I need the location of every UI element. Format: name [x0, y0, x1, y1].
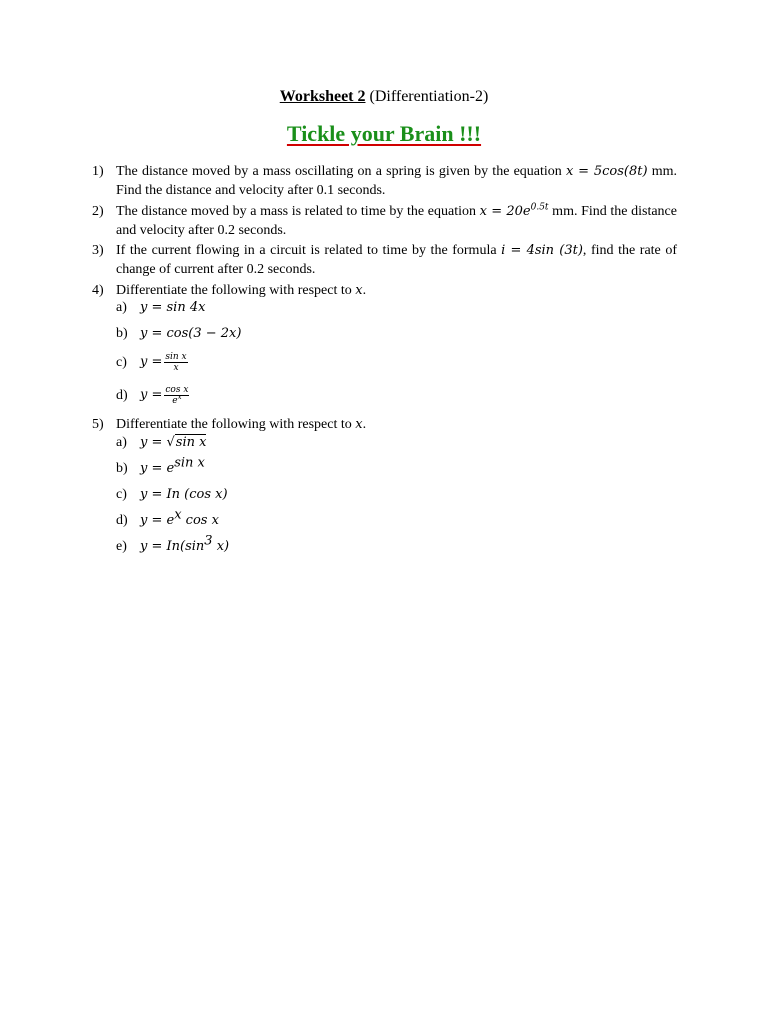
q5-item-e — [116, 533, 230, 556]
item-label: a) — [116, 435, 127, 450]
worksheet-title — [0, 88, 768, 106]
q4-item-d — [116, 385, 189, 406]
question-3 — [92, 241, 677, 279]
item-label: e) — [116, 539, 127, 554]
item-label: b) — [116, 461, 128, 476]
item-label: a) — [116, 300, 127, 315]
question-4 — [92, 281, 677, 300]
fraction-denominator: x — [173, 363, 179, 373]
question-number: 2) — [92, 204, 104, 219]
equation: x = 5cos(8t) — [565, 164, 648, 179]
fraction-denominator — [172, 393, 182, 406]
equation: y = cos(3 − 2x) — [140, 326, 242, 341]
fraction — [164, 385, 189, 406]
question-text-part: The distance moved by a mass is related to time by the equation — [116, 204, 480, 219]
equation-exponent: 3 — [204, 533, 213, 549]
item-label: c) — [116, 487, 127, 502]
question-text — [116, 415, 677, 434]
fraction-numerator: cos x — [165, 385, 189, 395]
equation — [480, 204, 549, 219]
fraction — [164, 352, 187, 373]
question-text-part: If the current flowing in a circuit is related to time by the formula — [116, 243, 502, 258]
q5-item-b — [116, 455, 205, 478]
equation-rest: cos x — [181, 513, 219, 528]
question-text-part: mm. Find the distance and velocity after 0.2 seconds. — [116, 204, 677, 238]
q4-item-c — [116, 352, 188, 373]
q5-item-d — [116, 507, 219, 530]
question-number: 1) — [92, 164, 104, 179]
question-text-part: . — [362, 417, 367, 432]
equation-lhs: y = e — [140, 513, 175, 528]
question-text — [116, 241, 677, 279]
equation-lhs: y = √ — [140, 435, 175, 450]
q4-item-a — [116, 299, 205, 317]
question-text — [116, 162, 677, 200]
worksheet-title-rest: (Differentiation-2) — [365, 88, 489, 105]
question-2 — [92, 202, 677, 240]
equation-exponent: sin x — [174, 455, 205, 471]
equation-exponent: 0.5t — [530, 202, 549, 213]
question-number: 5) — [92, 417, 104, 432]
item-label: c) — [116, 354, 127, 370]
q5-item-a — [116, 434, 206, 452]
variable: x — [355, 283, 363, 298]
question-text — [116, 202, 677, 240]
subtitle-text: Tickle your Brain !!! — [286, 121, 482, 146]
equation: i = 4sin (3t) — [501, 243, 583, 258]
equation-lhs: y = In(sin — [140, 539, 205, 554]
question-5 — [92, 415, 677, 434]
question-number: 3) — [92, 243, 104, 258]
worksheet-subtitle — [0, 121, 768, 147]
denominator-base: e — [172, 396, 178, 406]
item-label: b) — [116, 326, 128, 341]
question-text-part: Differentiate the following with respect to — [116, 283, 356, 298]
question-text-part: mm. Find the distance and velocity after 0.1 seconds. — [116, 164, 677, 198]
radicand: sin x — [175, 435, 207, 450]
q5-item-c — [116, 486, 228, 504]
question-text — [116, 281, 677, 300]
equation-lhs: y = e — [140, 461, 175, 476]
variable: x — [355, 417, 363, 432]
equation-lhs: y = — [140, 387, 163, 403]
q4-item-b — [116, 325, 241, 343]
equation-lhs: y = — [140, 354, 163, 370]
equation-base: x = 20e — [479, 204, 531, 219]
equation: y = In (cos x) — [140, 487, 228, 502]
question-number: 4) — [92, 283, 104, 298]
question-text-part: . — [362, 283, 367, 298]
worksheet-title-bold: Worksheet 2 — [279, 88, 366, 105]
denominator-exponent: x — [177, 393, 182, 401]
question-text-part: The distance moved by a mass oscillating on a spring is given by the equation — [116, 164, 566, 179]
equation-rest: x) — [212, 539, 230, 554]
question-text-part: , find the rate of change of current after 0.2 seconds. — [116, 243, 677, 277]
equation: y = sin 4x — [140, 300, 206, 315]
item-label: d) — [116, 513, 128, 528]
equation-exponent: x — [174, 507, 182, 523]
item-label: d) — [116, 387, 128, 403]
fraction-numerator: sin x — [165, 352, 187, 362]
question-text-part: Differentiate the following with respect to — [116, 417, 356, 432]
question-1 — [92, 162, 677, 200]
